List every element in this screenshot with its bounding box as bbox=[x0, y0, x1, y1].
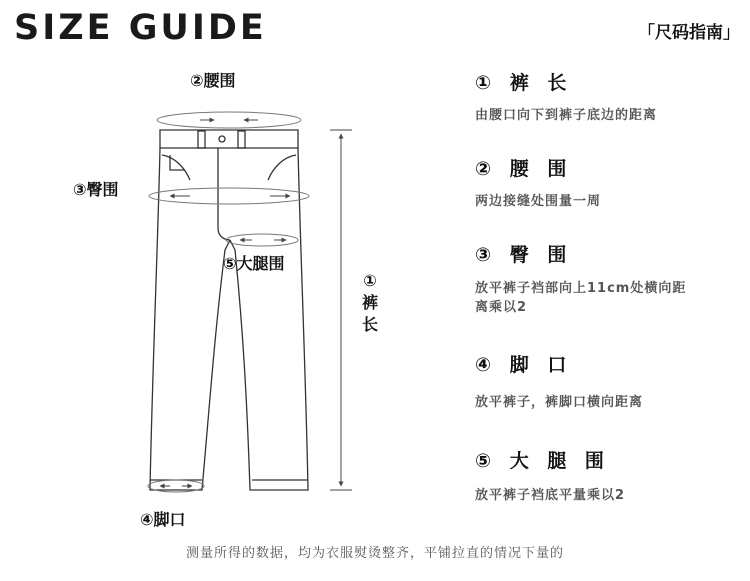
page-title: SIZE GUIDE bbox=[14, 8, 267, 48]
footer-note: 测量所得的数据，均为衣服熨烫整齐，平铺拉直的情况下量的 bbox=[185, 546, 564, 561]
measurement-guides bbox=[148, 112, 352, 492]
item-thigh-title: ⑤ 大 腿 围 bbox=[475, 450, 610, 472]
waist-label: ②腰围 bbox=[190, 71, 236, 90]
hip-label: ③臀围 bbox=[73, 180, 119, 199]
hem-label: ④脚口 bbox=[140, 510, 186, 529]
length-label-char2: 长 bbox=[361, 315, 378, 334]
item-hip-title: ③ 臀 围 bbox=[475, 244, 573, 266]
item-hem-title: ④ 脚 口 bbox=[475, 354, 573, 376]
item-hip-desc: 放平裤子裆部向上11cm处横向距离乘以2 bbox=[475, 281, 687, 315]
item-waist-title: ② 腰 围 bbox=[475, 158, 573, 180]
item-thigh-desc: 放平裤子裆底平量乘以2 bbox=[475, 488, 626, 503]
jeans-outline bbox=[150, 130, 308, 490]
item-waist-desc: 两边接缝处围量一周 bbox=[475, 194, 602, 209]
size-guide-badge: 「尺码指南」 bbox=[638, 23, 740, 43]
length-label-number: ① bbox=[363, 271, 377, 290]
item-length-desc: 由腰口向下到裤子底边的距离 bbox=[475, 108, 658, 123]
length-label-char1: 裤 bbox=[361, 293, 378, 312]
item-hem-desc: 放平裤子，裤脚口横向距离 bbox=[475, 395, 644, 410]
item-length-title: ① 裤 长 bbox=[475, 72, 573, 94]
length-label bbox=[360, 270, 380, 336]
thigh-label: ⑤大腿围 bbox=[223, 254, 285, 273]
